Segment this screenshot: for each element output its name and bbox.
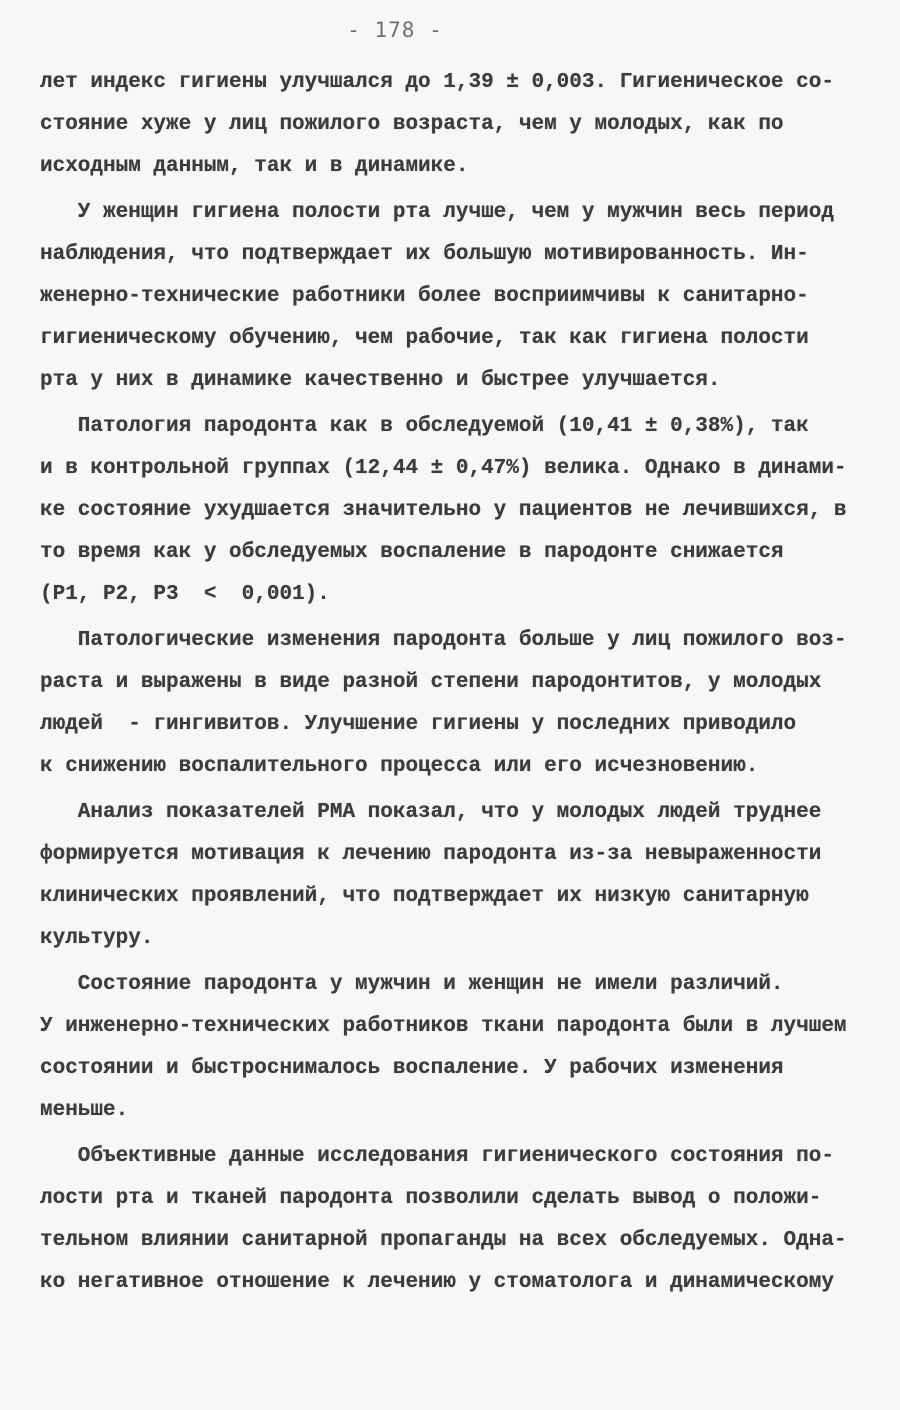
- text-line: Патология пародонта как в обследуемой (10,41 ± 0,38%), так: [40, 415, 809, 438]
- text-line: тельном влиянии санитарной пропаганды на всех обследуемых. Одна-: [40, 1229, 847, 1252]
- text-line: раста и выражены в виде разной степени пародонтитов, у молодых: [40, 671, 822, 694]
- text-line: культуру.: [40, 927, 154, 950]
- text-line: стояние хуже у лиц пожилого возраста, чем у молодых, как по: [40, 113, 784, 136]
- text-line: Объективные данные исследования гигиенического состояния по-: [40, 1145, 834, 1168]
- text-line: лости рта и тканей пародонта позволили сделать вывод о положи-: [40, 1187, 822, 1210]
- text-line: (P1, P2, P3 < 0,001).: [40, 583, 330, 606]
- text-line: ке состояние ухудшается значительно у пациентов не лечившихся, в: [40, 499, 847, 522]
- text-line: рта у них в динамике качественно и быстрее улучшается.: [40, 369, 721, 392]
- text-line: людей - гингивитов. Улучшение гигиены у последних приводило: [40, 713, 797, 736]
- text-line: и в контрольной группах (12,44 ± 0,47%) велика. Однако в динами-: [40, 457, 847, 480]
- text-line: то время как у обследуемых воспаление в пародонте снижается: [40, 541, 784, 564]
- text-line: гигиеническому обучению, чем рабочие, так как гигиена полости: [40, 327, 809, 350]
- text-line: меньше.: [40, 1099, 129, 1122]
- text-line: исходным данным, так и в динамике.: [40, 155, 469, 178]
- text-line: Патологические изменения пародонта больше у лиц пожилого воз-: [40, 629, 847, 652]
- page-number: - 178 -: [347, 18, 443, 42]
- text-line: клинических проявлений, что подтверждает их низкую санитарную: [40, 885, 809, 908]
- text-line: к снижению воспалительного процесса или его исчезновению.: [40, 755, 759, 778]
- text-line: состоянии и быстроснималось воспаление. У рабочих изменения: [40, 1057, 784, 1080]
- text-line: лет индекс гигиены улучшался до 1,39 ± 0,003. Гигиеническое со-: [40, 71, 834, 94]
- text-line: формируется мотивация к лечению пародонта из-за невыраженности: [40, 843, 822, 866]
- text-line: Состояние пародонта у мужчин и женщин не имели различий.: [40, 973, 784, 996]
- text-line: У инженерно-технических работников ткани пародонта были в лучшем: [40, 1015, 847, 1038]
- text-line: женерно-технические работники более восприимчивы к санитарно-: [40, 285, 809, 308]
- text-line: У женщин гигиена полости рта лучше, чем у мужчин весь период: [40, 201, 834, 224]
- text-line: наблюдения, что подтверждает их большую мотивированность. Ин-: [40, 243, 809, 266]
- text-line: Анализ показателей РМА показал, что у молодых людей труднее: [40, 801, 822, 824]
- body-text: [40, 62, 870, 1304]
- text-line: ко негативное отношение к лечению у стоматолога и динамическому: [40, 1271, 834, 1294]
